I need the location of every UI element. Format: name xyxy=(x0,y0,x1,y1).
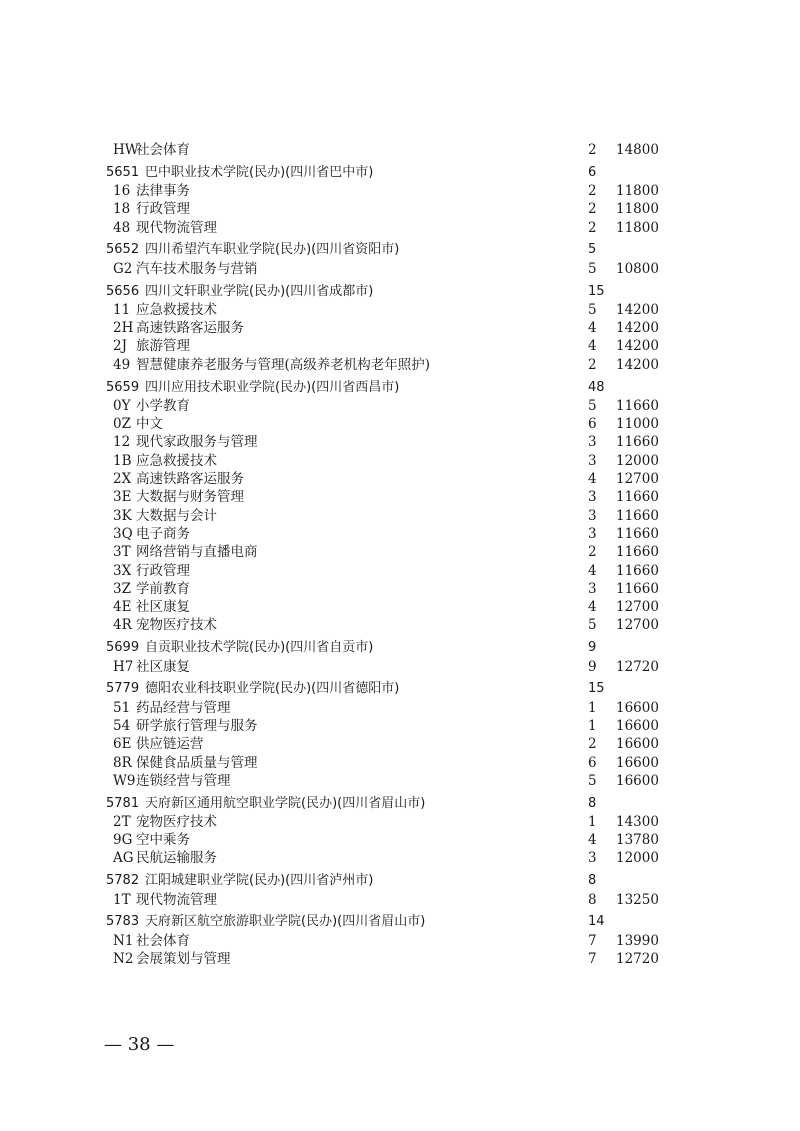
institution-total: 15 xyxy=(588,681,605,697)
major-name: 现代物流管理 xyxy=(136,891,217,908)
major-name: 社区康复 xyxy=(136,658,190,675)
major-fee: 11660 xyxy=(616,544,659,561)
institution-header xyxy=(0,913,800,931)
institution-total: 6 xyxy=(588,164,597,180)
major-fee: 11660 xyxy=(616,434,659,451)
institution-list xyxy=(0,164,800,968)
major-code: AG xyxy=(113,850,134,867)
major-count: 3 xyxy=(588,452,597,469)
major-code: 51 xyxy=(113,699,131,716)
major-row xyxy=(0,433,800,451)
major-code: 2H xyxy=(113,320,134,337)
major-code: 11 xyxy=(113,301,131,318)
major-row xyxy=(0,543,800,561)
major-row xyxy=(0,849,800,867)
major-row xyxy=(0,260,800,278)
major-name: 研学旅行管理与服务 xyxy=(136,717,258,734)
major-code: 8R xyxy=(113,754,132,771)
major-code: 0Z xyxy=(113,416,131,433)
major-name: 会展策划与管理 xyxy=(136,950,231,967)
major-fee: 14800 xyxy=(616,142,659,158)
major-fee: 12000 xyxy=(616,452,659,469)
major-count: 3 xyxy=(588,580,597,597)
major-name: 宠物医疗技术 xyxy=(136,813,217,830)
major-code: 6E xyxy=(113,736,132,753)
major-name: 连锁经营与管理 xyxy=(136,772,231,789)
major-name: 民航运输服务 xyxy=(136,850,217,867)
major-name: 应急救援技术 xyxy=(136,452,217,469)
major-code: 1B xyxy=(113,452,132,469)
major-fee: 12700 xyxy=(616,471,659,488)
major-name: 中文 xyxy=(136,416,163,433)
institution-name: 巴中职业技术学院(民办)(四川省巴中市) xyxy=(145,164,374,180)
major-fee: 14300 xyxy=(616,813,659,830)
major-fee: 11800 xyxy=(616,183,659,200)
major-count: 7 xyxy=(588,932,597,949)
major-row xyxy=(0,891,800,909)
institution-name: 德阳农业科技职业学院(民办)(四川省德阳市) xyxy=(145,681,400,697)
major-code: 3E xyxy=(113,489,132,506)
major-name: 空中乘务 xyxy=(136,832,190,849)
major-name: 行政管理 xyxy=(136,562,190,579)
major-name: 小学教育 xyxy=(136,397,190,414)
major-name: 旅游管理 xyxy=(136,338,190,355)
institution-code: 5659 xyxy=(106,379,140,395)
major-count: 8 xyxy=(588,891,597,908)
admission-plan-table xyxy=(0,141,800,968)
major-code: 0Y xyxy=(113,397,131,414)
major-code: 4E xyxy=(113,599,132,616)
major-code: 49 xyxy=(113,356,131,373)
major-count: 2 xyxy=(588,544,597,561)
major-count: 4 xyxy=(588,832,597,849)
major-fee: 11660 xyxy=(616,489,659,506)
major-count: 3 xyxy=(588,525,597,542)
major-count: 2 xyxy=(588,201,597,218)
major-name: 高速铁路客运服务 xyxy=(136,320,244,337)
major-fee: 13780 xyxy=(616,832,659,849)
major-row xyxy=(0,319,800,337)
major-fee: 11800 xyxy=(616,201,659,218)
major-count: 1 xyxy=(588,717,597,734)
major-count: 2 xyxy=(588,183,597,200)
major-name: 社区康复 xyxy=(136,599,190,616)
major-fee: 11660 xyxy=(616,562,659,579)
major-count: 2 xyxy=(588,142,597,158)
major-count: 7 xyxy=(588,950,597,967)
major-row xyxy=(0,772,800,790)
major-code: N1 xyxy=(113,932,134,949)
major-row xyxy=(0,200,800,218)
major-row xyxy=(0,813,800,831)
major-row xyxy=(0,301,800,319)
institution-code: 5699 xyxy=(106,640,140,656)
major-code: G2 xyxy=(113,260,133,277)
major-code: 4R xyxy=(113,617,132,634)
major-fee: 13990 xyxy=(616,932,659,949)
major-name: 大数据与会计 xyxy=(136,507,217,524)
major-row xyxy=(0,507,800,525)
major-fee: 14200 xyxy=(616,356,659,373)
major-row xyxy=(0,831,800,849)
major-fee: 16600 xyxy=(616,772,659,789)
institution-code: 5783 xyxy=(106,914,140,930)
major-row xyxy=(0,452,800,470)
major-count: 3 xyxy=(588,507,597,524)
major-row xyxy=(0,658,800,676)
major-name: 供应链运营 xyxy=(136,736,204,753)
major-count: 5 xyxy=(588,772,597,789)
major-row xyxy=(0,488,800,506)
major-fee: 11660 xyxy=(616,507,659,524)
major-name: 保健食品质量与管理 xyxy=(136,754,258,771)
major-count: 6 xyxy=(588,754,597,771)
major-fee: 12700 xyxy=(616,617,659,634)
institution-header xyxy=(0,241,800,259)
major-code: 3Z xyxy=(113,580,131,597)
major-row xyxy=(0,470,800,488)
institution-name: 江阳城建职业学院(民办)(四川省泸州市) xyxy=(145,873,374,889)
page-number: — 38 — xyxy=(104,1034,175,1055)
major-fee: 14200 xyxy=(616,338,659,355)
major-row xyxy=(0,219,800,237)
major-name: 法律事务 xyxy=(136,183,190,200)
major-row xyxy=(0,598,800,616)
major-count: 4 xyxy=(588,320,597,337)
major-code: 16 xyxy=(113,183,131,200)
major-row xyxy=(0,735,800,753)
major-name: 行政管理 xyxy=(136,201,190,218)
major-fee: 14200 xyxy=(616,320,659,337)
institution-code: 5781 xyxy=(106,795,140,811)
major-fee: 11660 xyxy=(616,580,659,597)
major-name: 现代家政服务与管理 xyxy=(136,434,258,451)
major-fee: 13250 xyxy=(616,891,659,908)
major-name: 应急救援技术 xyxy=(136,301,217,318)
major-fee: 11000 xyxy=(616,416,659,433)
institution-total: 8 xyxy=(588,795,597,811)
institution-total: 8 xyxy=(588,873,597,889)
major-name: 智慧健康养老服务与管理(高级养老机构老年照护) xyxy=(136,356,431,373)
major-fee: 11800 xyxy=(616,219,659,236)
major-code: HW xyxy=(113,142,139,158)
major-fee: 12700 xyxy=(616,599,659,616)
major-count: 2 xyxy=(588,219,597,236)
major-fee: 16600 xyxy=(616,754,659,771)
major-row xyxy=(0,580,800,598)
major-count: 2 xyxy=(588,356,597,373)
major-code: 18 xyxy=(113,201,131,218)
institution-total: 15 xyxy=(588,283,605,299)
institution-header xyxy=(0,639,800,657)
major-name: 社会体育 xyxy=(136,932,190,949)
institution-total: 5 xyxy=(588,242,597,258)
major-code: 3Q xyxy=(113,525,133,542)
major-code: 1T xyxy=(113,891,131,908)
major-fee: 11660 xyxy=(616,525,659,542)
major-row xyxy=(0,932,800,950)
major-row xyxy=(0,141,800,159)
institution-total: 14 xyxy=(588,914,605,930)
institution-header xyxy=(0,283,800,301)
institution-total: 48 xyxy=(588,379,605,395)
institution-header xyxy=(0,680,800,698)
major-name: 汽车技术服务与营销 xyxy=(136,260,258,277)
major-count: 3 xyxy=(588,489,597,506)
institution-code: 5782 xyxy=(106,873,140,889)
major-row xyxy=(0,356,800,374)
major-code: 9G xyxy=(113,832,133,849)
major-fee: 16600 xyxy=(616,736,659,753)
major-fee: 16600 xyxy=(616,717,659,734)
institution-name: 四川应用技术职业学院(民办)(四川省西昌市) xyxy=(145,379,400,395)
major-code: H7 xyxy=(113,658,134,675)
major-count: 3 xyxy=(588,850,597,867)
major-count: 9 xyxy=(588,658,597,675)
major-row xyxy=(0,754,800,772)
major-code: 3X xyxy=(113,562,132,579)
major-fee: 12720 xyxy=(616,950,659,967)
major-code: 54 xyxy=(113,717,131,734)
major-row xyxy=(0,397,800,415)
major-count: 4 xyxy=(588,338,597,355)
major-row xyxy=(0,415,800,433)
major-code: N2 xyxy=(113,950,134,967)
major-name: 现代物流管理 xyxy=(136,219,217,236)
major-name: 高速铁路客运服务 xyxy=(136,471,244,488)
major-name: 宠物医疗技术 xyxy=(136,617,217,634)
major-row xyxy=(0,699,800,717)
major-row xyxy=(0,337,800,355)
major-fee: 11660 xyxy=(616,397,659,414)
major-code: 2X xyxy=(113,471,132,488)
major-fee: 10800 xyxy=(616,260,659,277)
institution-code: 5651 xyxy=(106,164,140,180)
major-row xyxy=(0,525,800,543)
major-fee: 12720 xyxy=(616,658,659,675)
major-code: 2T xyxy=(113,813,131,830)
institution-code: 5656 xyxy=(106,283,140,299)
major-name: 学前教育 xyxy=(136,580,190,597)
major-row xyxy=(0,717,800,735)
major-code: 48 xyxy=(113,219,131,236)
major-name: 社会体育 xyxy=(136,142,190,158)
institution-total: 9 xyxy=(588,640,597,656)
institution-header xyxy=(0,164,800,182)
major-row xyxy=(0,562,800,580)
major-count: 1 xyxy=(588,813,597,830)
major-count: 5 xyxy=(588,301,597,318)
institution-code: 5779 xyxy=(106,681,140,697)
institution-name: 天府新区航空旅游职业学院(民办)(四川省眉山市) xyxy=(145,914,426,930)
major-count: 2 xyxy=(588,736,597,753)
institution-header xyxy=(0,872,800,890)
major-count: 5 xyxy=(588,260,597,277)
major-code: 2J xyxy=(113,338,128,355)
institution-header xyxy=(0,379,800,397)
major-count: 1 xyxy=(588,699,597,716)
institution-name: 自贡职业技术学院(民办)(四川省自贡市) xyxy=(145,640,374,656)
major-fee: 12000 xyxy=(616,850,659,867)
major-code: 3K xyxy=(113,507,132,524)
major-name: 药品经营与管理 xyxy=(136,699,231,716)
major-count: 3 xyxy=(588,434,597,451)
major-name: 电子商务 xyxy=(136,525,190,542)
major-count: 4 xyxy=(588,562,597,579)
institution-code: 5652 xyxy=(106,242,140,258)
institution-name: 四川希望汽车职业学院(民办)(四川省资阳市) xyxy=(145,242,400,258)
major-count: 4 xyxy=(588,471,597,488)
major-count: 6 xyxy=(588,416,597,433)
major-count: 4 xyxy=(588,599,597,616)
institution-header xyxy=(0,795,800,813)
major-code: 3T xyxy=(113,544,131,561)
major-count: 5 xyxy=(588,397,597,414)
major-code: W9 xyxy=(113,772,136,789)
major-code: 12 xyxy=(113,434,131,451)
major-name: 网络营销与直播电商 xyxy=(136,544,258,561)
major-fee: 14200 xyxy=(616,301,659,318)
major-count: 5 xyxy=(588,617,597,634)
major-fee: 16600 xyxy=(616,699,659,716)
institution-name: 天府新区通用航空职业学院(民办)(四川省眉山市) xyxy=(145,795,426,811)
major-name: 大数据与财务管理 xyxy=(136,489,244,506)
major-row xyxy=(0,182,800,200)
major-row xyxy=(0,950,800,968)
institution-name: 四川文轩职业学院(民办)(四川省成都市) xyxy=(145,283,374,299)
major-row xyxy=(0,616,800,634)
